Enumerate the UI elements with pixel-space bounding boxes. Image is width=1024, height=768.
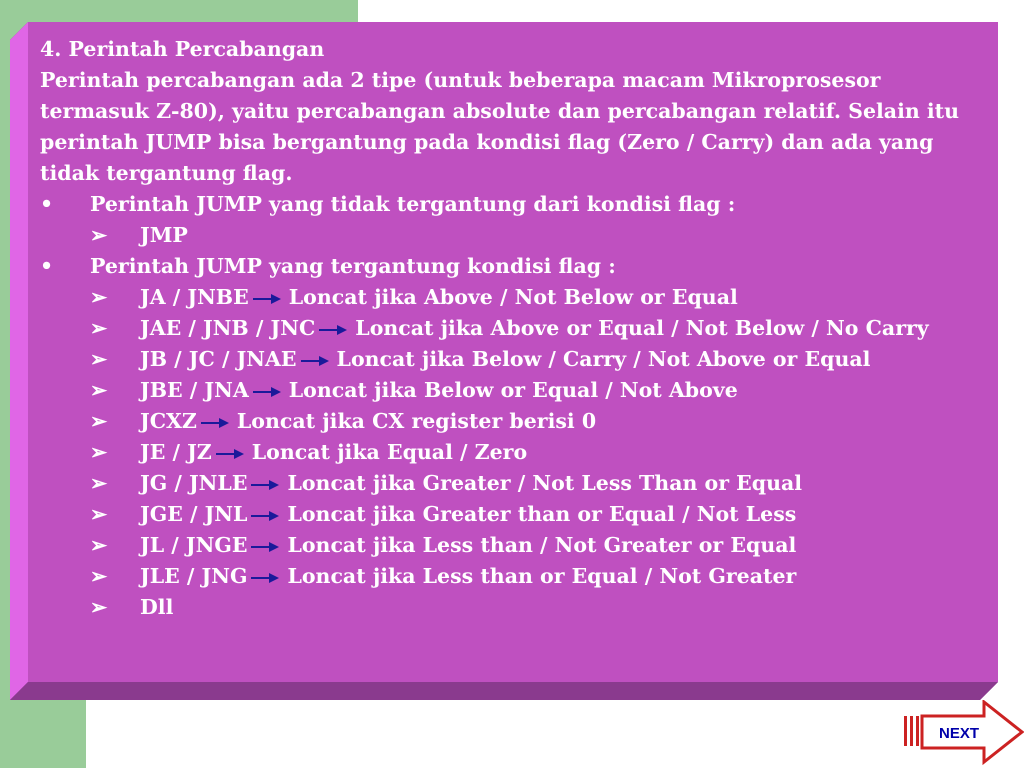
slide-title: 4. Perintah Percabangan (40, 37, 325, 61)
sub-item (40, 437, 970, 468)
instruction-description: Loncat jika Above / Not Below or Equal (288, 285, 738, 309)
sub-item (40, 406, 970, 437)
jump-instruction (140, 375, 970, 406)
right-arrow-icon (319, 324, 347, 336)
arrow-bullet-icon: ➢ (90, 471, 108, 495)
arrow-bullet-icon: ➢ (90, 440, 108, 464)
instruction-description: Loncat jika Greater / Not Less Than or Equal (287, 471, 803, 495)
sub-item (40, 282, 970, 313)
jump-instruction (140, 468, 970, 499)
intro-paragraph: Perintah percabangan ada 2 tipe (untuk beberapa macam Mikroprosesor termasuk Z-80), yaitu percabangan absolute dan percabangan relatif. Selain itu perintah JUMP bisa bergantung pada kondisi flag (Zero / Carry) dan ada yang tidak tergantung flag. (40, 68, 960, 185)
bullet-label: Perintah JUMP yang tidak tergantung dari kondisi flag : (90, 192, 736, 216)
right-arrow-icon (253, 386, 281, 398)
bullet-item (40, 189, 970, 220)
instruction-description: Loncat jika Below or Equal / Not Above (288, 378, 738, 402)
arrow-bullet-icon: ➢ (90, 409, 108, 433)
instruction-description: Loncat jika Greater than or Equal / Not Less (287, 502, 797, 526)
instruction-code: JA / JNBE (140, 285, 249, 309)
instruction-code: JE / JZ (140, 440, 212, 464)
instruction-description: Loncat jika Less than / Not Greater or Equal (287, 533, 797, 557)
instruction-description: Loncat jika Above or Equal / Not Below / No Carry (355, 316, 929, 340)
instruction-code: JAE / JNB / JNC (140, 316, 316, 340)
next-button-label[interactable]: NEXT (938, 725, 979, 742)
arrow-bullet-icon: ➢ (90, 378, 108, 402)
arrow-bullet-icon: ➢ (90, 533, 108, 557)
instruction-code: JL / JNGE (140, 533, 248, 557)
instruction-code: JLE / JNG (140, 564, 248, 588)
sub-item (40, 375, 970, 406)
sub-item-text: Dll (140, 595, 174, 619)
slide-text (40, 34, 970, 623)
instruction-code: JBE / JNA (140, 378, 249, 402)
sub-item (40, 592, 970, 623)
instruction-code: JGE / JNL (140, 502, 248, 526)
sub-item (40, 561, 970, 592)
right-arrow-icon (251, 541, 279, 553)
arrow-bullet-icon: ➢ (90, 285, 108, 309)
right-arrow-icon (251, 479, 279, 491)
arrow-bullet-icon: ➢ (90, 223, 108, 247)
jump-instruction (140, 561, 970, 592)
bullet-mark: • (40, 254, 54, 278)
sub-item (40, 313, 970, 344)
arrow-bullet-icon: ➢ (90, 564, 108, 588)
arrow-bullet-icon: ➢ (90, 595, 108, 619)
bullet-mark: • (40, 192, 54, 216)
bullet-item (40, 251, 970, 282)
right-arrow-icon (251, 510, 279, 522)
sub-item-text: JMP (140, 223, 188, 247)
sub-item (40, 530, 970, 561)
instruction-code: JB / JC / JNAE (140, 347, 297, 371)
instruction-description: Loncat jika Below / Carry / Not Above or Equal (336, 347, 871, 371)
arrow-bullet-icon: ➢ (90, 316, 108, 340)
right-arrow-icon (201, 417, 229, 429)
sub-item (40, 468, 970, 499)
sub-item (40, 344, 970, 375)
arrow-bullet-icon: ➢ (90, 502, 108, 526)
instruction-description: Loncat jika CX register berisi 0 (236, 409, 597, 433)
right-arrow-icon (251, 572, 279, 584)
jump-instruction (140, 406, 970, 437)
instruction-description: Loncat jika Less than or Equal / Not Greater (287, 564, 797, 588)
arrow-bullet-icon: ➢ (90, 347, 108, 371)
right-arrow-icon (253, 293, 281, 305)
right-arrow-icon (301, 355, 329, 367)
jump-instruction-list (40, 282, 970, 592)
sub-item (40, 220, 970, 251)
jump-instruction (140, 282, 970, 313)
jump-instruction (140, 437, 970, 468)
jump-instruction (140, 344, 970, 375)
instruction-code: JCXZ (140, 409, 197, 433)
bullet-label: Perintah JUMP yang tergantung kondisi flag : (90, 254, 616, 278)
jump-instruction (140, 499, 970, 530)
jump-instruction (140, 530, 970, 561)
right-arrow-icon (216, 448, 244, 460)
instruction-code: JG / JNLE (140, 471, 248, 495)
content-box (10, 22, 998, 700)
sub-item (40, 499, 970, 530)
jump-instruction (140, 313, 970, 344)
instruction-description: Loncat jika Equal / Zero (251, 440, 528, 464)
